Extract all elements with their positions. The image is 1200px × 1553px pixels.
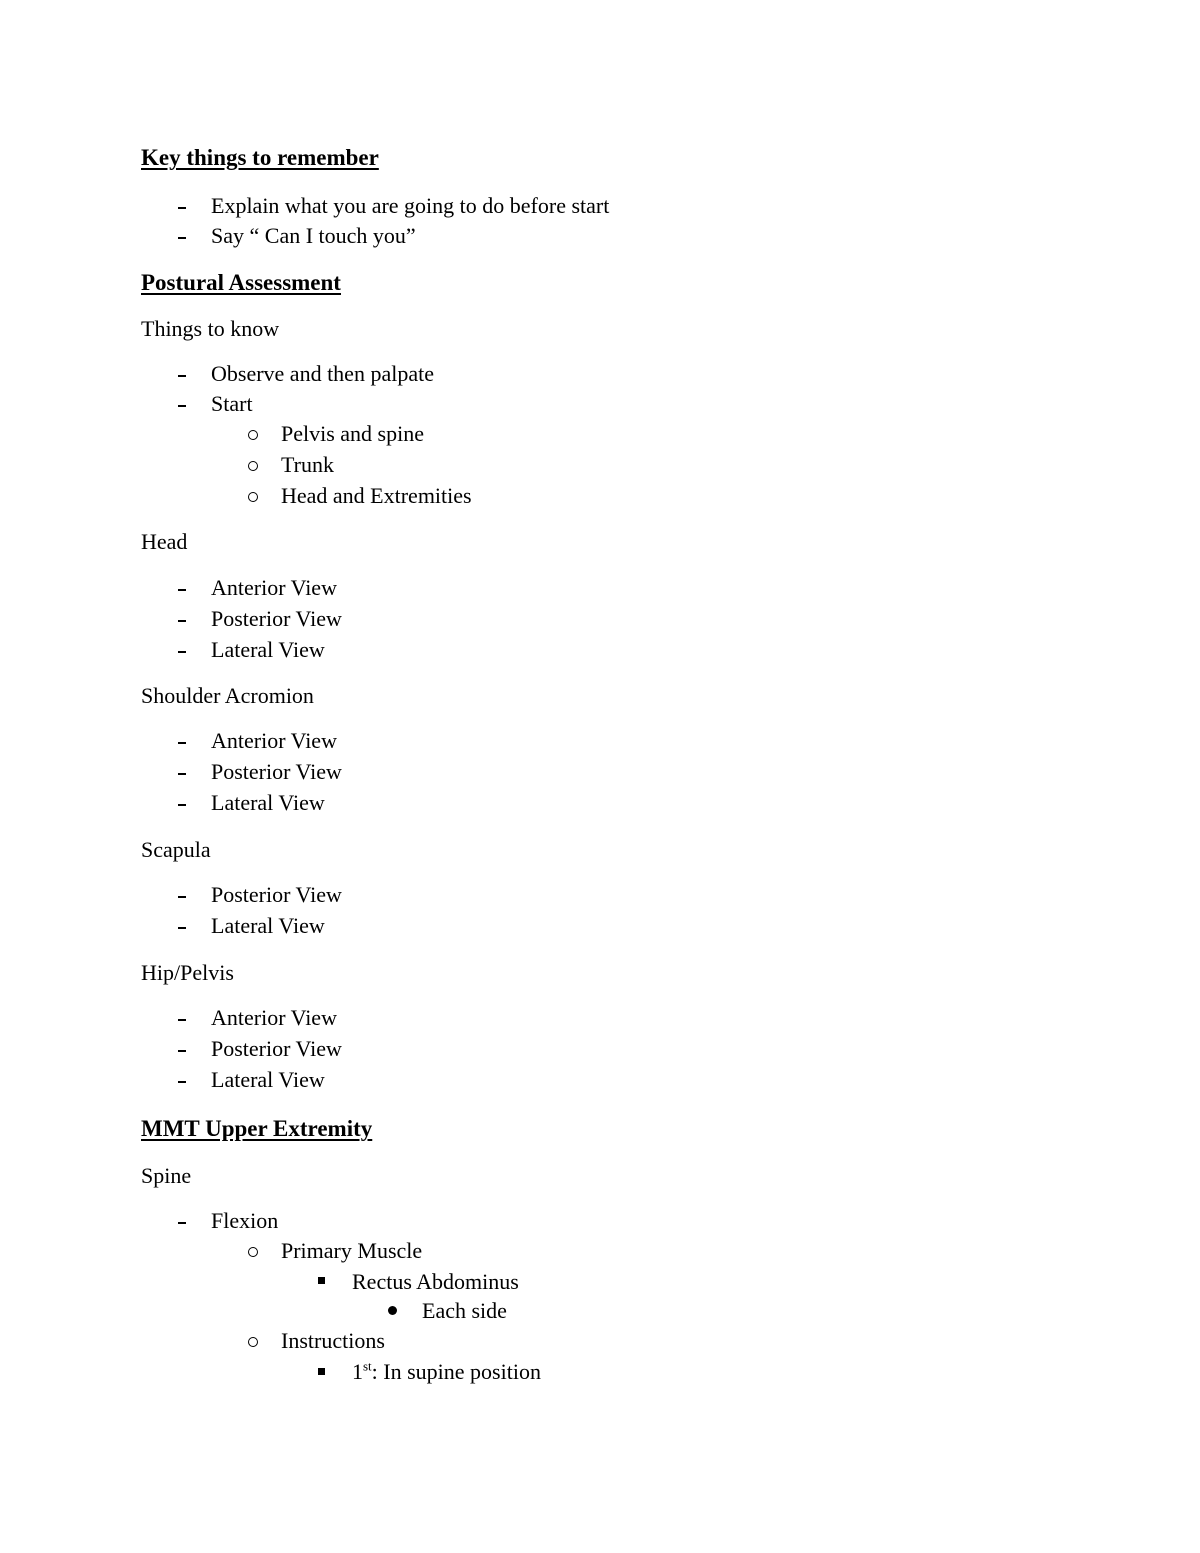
subheading-things-to-know: Things to know (141, 316, 280, 341)
list-item: Posterior View (211, 759, 342, 784)
list-item: Lateral View (211, 637, 325, 662)
list-item: Anterior View (211, 728, 337, 753)
heading-key-things: Key things to remember (141, 145, 379, 170)
list-item: Anterior View (211, 1005, 337, 1030)
list-item: Lateral View (211, 1067, 325, 1092)
list-item: Posterior View (211, 882, 342, 907)
list-item-each-side: Each side (422, 1298, 507, 1323)
list-item: Observe and then palpate (211, 361, 434, 386)
dash-bullet (178, 1050, 186, 1052)
circle-bullet (248, 492, 258, 502)
dash-bullet (178, 620, 186, 622)
square-bullet (318, 1368, 325, 1375)
list-item: Say “ Can I touch you” (211, 223, 416, 248)
dash-bullet (178, 405, 186, 407)
list-item: Lateral View (211, 913, 325, 938)
circle-bullet (248, 461, 258, 471)
list-item: Head and Extremities (281, 483, 472, 508)
dash-bullet (178, 237, 186, 239)
list-item-first-instruction (352, 1358, 541, 1384)
square-bullet (318, 1277, 325, 1284)
heading-postural-assessment: Postural Assessment (141, 270, 341, 295)
list-item: Explain what you are going to do before start (211, 193, 610, 218)
heading-mmt-upper-extremity: MMT Upper Extremity (141, 1116, 373, 1141)
list-item: Trunk (281, 452, 334, 477)
list-item: Anterior View (211, 575, 337, 600)
subheading-spine: Spine (141, 1163, 192, 1188)
list-item: Posterior View (211, 606, 342, 631)
ordinal-number: 1 (352, 1359, 363, 1384)
list-item: Posterior View (211, 1036, 342, 1061)
dash-bullet (178, 1019, 186, 1021)
instruction-text: : In supine position (371, 1359, 541, 1384)
dash-bullet (178, 773, 186, 775)
ordinal-suffix: st (363, 1358, 372, 1374)
dash-bullet (178, 1222, 186, 1224)
list-item: Start (211, 391, 253, 416)
list-item-instructions: Instructions (281, 1328, 385, 1353)
list-item-primary-muscle: Primary Muscle (281, 1238, 423, 1263)
dot-bullet (388, 1306, 397, 1315)
dash-bullet (178, 1081, 186, 1083)
list-item: Pelvis and spine (281, 421, 424, 446)
subheading-hip-pelvis: Hip/Pelvis (141, 960, 234, 985)
dash-bullet (178, 589, 186, 591)
dash-bullet (178, 804, 186, 806)
dash-bullet (178, 651, 186, 653)
dash-bullet (178, 896, 186, 898)
list-item-rectus-abdominus: Rectus Abdominus (352, 1269, 519, 1294)
list-item: Lateral View (211, 790, 325, 815)
subheading-head: Head (141, 529, 188, 554)
subheading-scapula: Scapula (141, 837, 211, 862)
dash-bullet (178, 927, 186, 929)
list-item-flexion: Flexion (211, 1208, 279, 1233)
dash-bullet (178, 742, 186, 744)
circle-bullet (248, 430, 258, 440)
circle-bullet (248, 1337, 258, 1347)
circle-bullet (248, 1247, 258, 1257)
dash-bullet (178, 207, 186, 209)
dash-bullet (178, 375, 186, 377)
subheading-shoulder-acromion: Shoulder Acromion (141, 683, 314, 708)
